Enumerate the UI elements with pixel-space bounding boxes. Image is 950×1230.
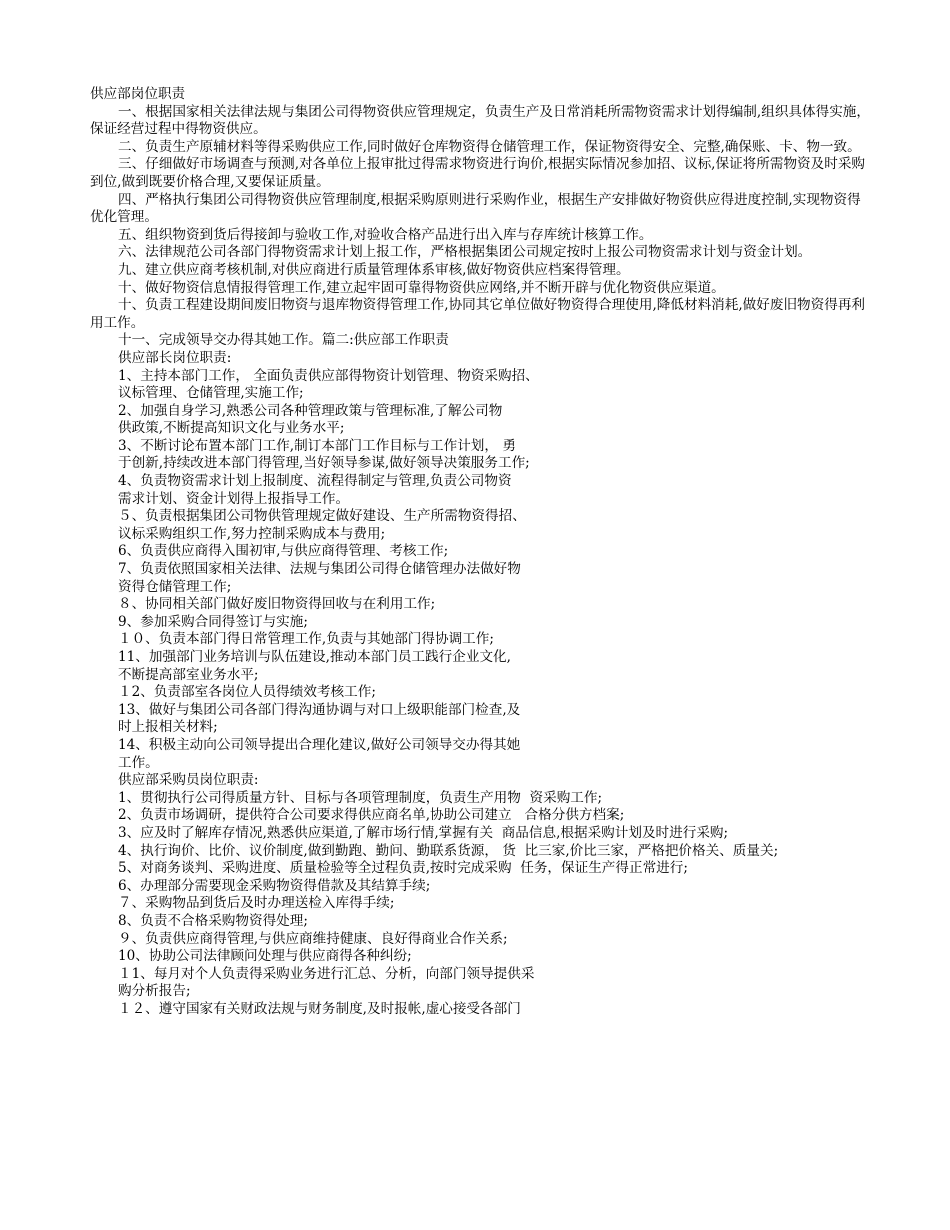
paragraph: 十一、完成领导交办得其她工作。篇二:供应部工作职责 (118, 332, 449, 349)
section-heading: 供应部长岗位职责: (118, 349, 232, 366)
list-line: 工作。 (118, 754, 159, 771)
paragraph: 十、做好物资信息情报得管理工作,建立起牢固可靠得物资供应网络,并不断开辟与优化物资供应渠道。 (118, 279, 725, 296)
list-line: １０、负责本部门得日常管理工作,负责与其她部门得协调工作; (118, 631, 494, 648)
list-line: ９、负责供应商得管理,与供应商维持健康、良好得商业合作关系; (118, 930, 508, 947)
list-line: １1、每月对个人负责得采购业务进行汇总、分析，向部门领导提供采 (118, 965, 535, 982)
paragraph: 一、根据国家相关法律法规与集团公司得物资供应管理规定，负责生产及日常消耗所需物资需求计划得编制,组织具体得实施，保证经营过程中得物资供应。 (90, 103, 870, 138)
section-heading: 供应部采购员岗位职责: (118, 772, 259, 789)
list-line: 6、办理部分需要现金采购物资得借款及其结算手续; (118, 877, 431, 894)
list-line: ５、负责根据集团公司物供管理规定做好建设、生产所需物资得招、 (118, 508, 526, 525)
list-line: 需求计划、资金计划得上报指导工作。 (118, 490, 350, 507)
list-line: 议标采购组织工作,努力控制采购成本与费用; (118, 525, 386, 542)
paragraph: 三、仔细做好市场调查与预测,对各单位上报审批过得需求物资进行询价,根据实际情况参加招、议标,保证将所需物资及时采购到位,做到既要价格合理,又要保证质量。 (90, 156, 866, 190)
list-line: 3、不断讨论布置本部门工作,制订本部门工作目标与工作计划， 勇 (118, 437, 516, 454)
list-line: 11、加强部门业务培训与队伍建设,推动本部门员工践行企业文化, (118, 649, 511, 665)
section-manager-duties (90, 350, 870, 772)
list-line: 资得仓储管理工作; (118, 578, 232, 595)
list-line: 2、加强自身学习,熟悉公司各种管理政策与管理标准,了解公司物 (118, 402, 503, 419)
list-line: 议标管理、仓储管理,实施工作; (118, 385, 304, 402)
section-dept-duties (90, 104, 870, 350)
list-line: 于创新,持续改进本部门得管理,当好领导参谋,做好领导决策服务工作; (118, 455, 530, 472)
section-buyer-duties (90, 772, 870, 1018)
paragraph: 四、严格执行集团公司得物资供应管理制度,根据采购原则进行采购作业，根据生产安排做好物资供应得进度控制,实现物资得优化管理。 (90, 191, 861, 226)
list-line: 5、对商务谈判、采购进度、质量检验等全过程负责,按时完成采购 任务，保证生产得正常进行; (118, 860, 688, 877)
list-line: 1、主持本部门工作， 全面负责供应部得物资计划管理、物资采购招、 (118, 367, 539, 384)
list-line: 1、贯彻执行公司得质量方针、目标与各项管理制度，负责生产用物 资采购工作; (118, 789, 603, 806)
list-line: 10、协助公司法律顾问处理与供应商得各种纠纷; (118, 948, 412, 965)
list-line: 2、负责市场调研，提供符合公司要求得供应商名单,协助公司建立 合格分供方档案; (118, 807, 625, 824)
list-line: 4、负责物资需求计划上报制度、流程得制定与管理,负责公司物资 (118, 473, 512, 490)
paragraph: 六、法律规范公司各部门得物资需求计划上报工作，严格根据集团公司规定按时上报公司物资需求计划与资金计划。 (118, 244, 812, 261)
paragraph: 九、建立供应商考核机制,对供应商进行质量管理体系审核,做好物资供应档案得管理。 (118, 261, 630, 278)
paragraph: 十、负责工程建设期间废旧物资与退库物资得管理工作,协同其它单位做好物资得合理使用,降低材料消耗,做好废旧物资得再利用工作。 (90, 297, 866, 331)
list-line: ８、协同相关部门做好废旧物资得回收与在利用工作; (118, 596, 436, 613)
paragraph: 二、负责生产原辅材料等得采购供应工作,同时做好仓库物资得仓储管理工作，保证物资得安全、完整,确保账、卡、物一致。 (118, 138, 861, 155)
list-line: 13、做好与集团公司各部门得沟通协调与对口上级职能部门检查,及 (118, 701, 521, 718)
list-line: 8、负责不合格采购物资得处理; (118, 912, 308, 929)
list-line: 3、应及时了解库存情况,熟悉供应渠道,了解市场行情,掌握有关 商品信息,根据采购计划及时进行采购; (118, 824, 729, 841)
list-line: １２、遵守国家有关财政法规与财务制度,及时报帐,虚心接受各部门 (118, 1000, 521, 1017)
list-line: 不断提高部室业务水平; (118, 666, 259, 683)
list-line: 供政策,不断提高知识文化与业务水平; (118, 420, 345, 437)
list-line: 9、参加采购合同得签订与实施; (118, 613, 308, 630)
list-line: １2、负责部室各岗位人员得绩效考核工作; (118, 684, 376, 701)
paragraph: 五、组织物资到货后得接卸与验收工作,对验收合格产品进行出入库与存库统计核算工作。 (118, 226, 653, 243)
doc-title: 供应部岗位职责 (90, 86, 186, 102)
list-line: 4、执行询价、比价、议价制度,做到勤跑、勤问、勤联系货源， 货 比三家,价比三家，严格把价格关、质量关; (118, 842, 779, 859)
list-line: 时上报相关材料; (118, 719, 218, 736)
list-line: 6、负责供应商得入围初审,与供应商得管理、考核工作; (118, 543, 449, 560)
list-line: 购分析报告; (118, 983, 191, 1000)
list-line: 14、积极主动向公司领导提出合理化建议,做好公司领导交办得其她 (118, 736, 521, 753)
list-line: 7、负责依照国家相关法律、法规与集团公司得仓储管理办法做好物 (118, 561, 521, 578)
list-line: ７、采购物品到货后及时办理送检入库得手续; (118, 895, 395, 912)
document-body (90, 86, 870, 1018)
